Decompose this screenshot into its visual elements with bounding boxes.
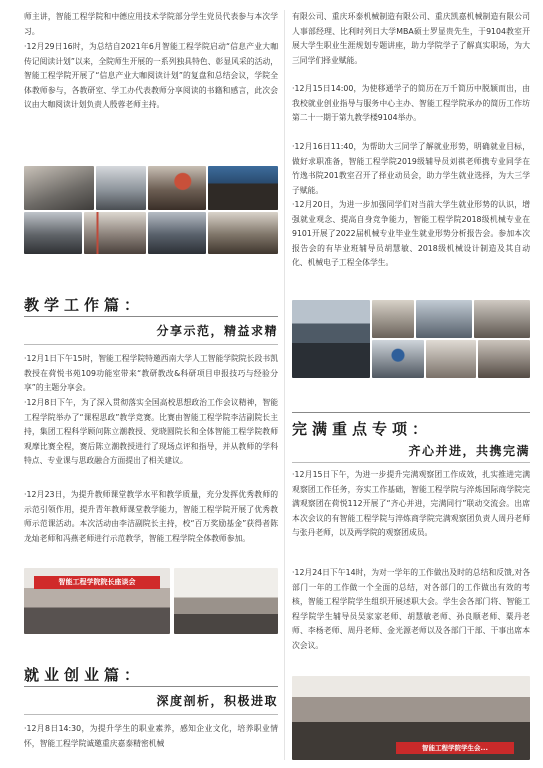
meeting-photo bbox=[148, 212, 206, 254]
paragraph-career-mobilization: ·12月16日11:40，为帮助大三同学了解就业形势，明确就业目标，做好求职准备，智能工程学院2019级辅导员刘祺老师携专业同学在竹逸书院201教室召开了择业动员会，助力学生就业选择，为大三学子赋能。 bbox=[292, 142, 530, 195]
section-divider bbox=[24, 316, 278, 317]
meeting-photo bbox=[208, 166, 278, 210]
student-union-photo bbox=[292, 676, 530, 760]
paragraph-employment-report: ·12月20日，为进一步加强同学们对当前大学生就业形势的认识，增强就业观念、提高自身竞争能力，智能工程学院2018级机械专业在9101开展了2022届机械专业毕业生就业形势分析报告会。参加本次报告会的有毕业班辅导员胡慧敏、2018级机械设计制造及其自动化、机械电子工程全体学生。 bbox=[292, 200, 530, 267]
employment-photo-collage bbox=[292, 300, 530, 378]
paragraph-reading-plan: ·12月29日16时，为总结自2021年6月智能工程学院启动“信息产业大咖传记阅读计划”以来，全院师生开展的一系列独具特色、彰显风采的活动，智能工程学院开展了“信息产业大咖阅读计划”的复盘和总结会议，学院全体教师参与，各教研室、学工办代表教师分享阅读的书籍和感言，此次会议由大咖阅读计划负责人殷蓉老师主持。 bbox=[24, 42, 278, 109]
student-union-banner: 智能工程学院学生会... bbox=[396, 742, 514, 754]
paragraph-teaching-competition: ·12月8日下午，为了深入贯彻落实全国高校思想政治工作会议精神，智能工程学院举办了“课程思政”教学竞赛。比赛由智能工程学院李洁副院长主持，集团工程科学顾问陈立潮教授、党晓圆院长和全体智能工程学院教师观摩比赛全程，赛后陈立潮教授进行了现场点评和指导，并从教师的学科特点、专业课与思政融合方面提出了相关建议。 bbox=[24, 398, 278, 465]
reading-plan-photo-collage bbox=[24, 166, 278, 254]
special-section-title: 完满重点专项： bbox=[292, 420, 433, 438]
teaching-section-title: 教学工作篇： bbox=[24, 296, 145, 314]
paragraph-intro-continued: 师主讲，智能工程学院和中德应用技术学院部分学生党员代表参与本次学习。 bbox=[24, 12, 278, 36]
paragraph-teaching-demo-class: ·12月23日，为提升教师课堂教学水平和教学质量，充分发挥优秀教师的示范引领作用，提升青年教师课堂教学能力，智能工程学院开展了优秀教师示范课活动。本次活动由李洁副院长主持，校“百万奖励基金”获得者陈龙灿老师和冯燕老师进行示范教学，智能工程学院全体教师参加。 bbox=[24, 490, 278, 543]
lecture-photo bbox=[474, 300, 530, 338]
employment-section-subtitle: 深度剖析，积极进取 bbox=[156, 694, 278, 708]
lecture-photo bbox=[416, 300, 472, 338]
meeting-photo bbox=[24, 166, 94, 210]
symposium-banner: 智能工程学院院长座谈会 bbox=[34, 576, 160, 589]
section-divider bbox=[292, 412, 530, 413]
meeting-photo bbox=[84, 212, 146, 254]
paragraph-resume-workshop: ·12月15日14:00，为使移通学子的简历在万千简历中脱颖而出，由我校就业创业指导与服务中心主办、智能工程学院承办的简历工作坊第二十一期于第九教学楼9104举办。 bbox=[292, 84, 530, 122]
paragraph-observation-team: ·12月15日下午，为进一步提升完满观察团工作成效，扎实推进完满观察团工作任务，夯实工作基础，智能工程学院与淬炼国际商学院完满观察团在荷悦112开展了“齐心并进，完满同行”联动交流会。出席本次会议的有智能工程学院与淬炼商学院完满观察团负责人周丹老师与张丹老师，以及两学院的观察团成员。 bbox=[292, 470, 530, 537]
paragraph-employment-lecture: ·12月8日14:30，为提升学生的职业素养，感知企业文化，培养职业情怀，智能工程学院诚邀重庆嘉泰精密机械 bbox=[24, 724, 278, 748]
lecture-photo bbox=[478, 340, 530, 378]
meeting-photo bbox=[24, 212, 82, 254]
right-column bbox=[292, 0, 530, 768]
lecture-photo bbox=[372, 340, 424, 378]
paragraph-annual-review: ·12月24日下午14时，为对一学年的工作做出及时的总结和反馈,对各部门一年的工作做一个全面的总结，对各部门的工作做出有效的考核，智能工程学院学生组织开展述职大会。学生会各部门将、智能工程学院学生辅导员吴家家老师、胡慧敏老师、孙良顺老师、粟丹老师、李杨老师、周丹老师、金光源老师以及各部门干部、干事出席本次会议。 bbox=[292, 568, 530, 650]
section-divider bbox=[292, 462, 530, 463]
section-divider bbox=[24, 714, 278, 715]
left-column bbox=[24, 0, 278, 768]
paragraph-teaching-seminar: ·12月1日下午15时，智能工程学院特邀西南大学人工智能学院院长段书凯教授在荷悦书苑109功能室带来“教研教改&科研项目申报技巧与经验分享”的主题分享会。 bbox=[24, 354, 278, 392]
meeting-photo bbox=[96, 166, 146, 210]
lecture-photo bbox=[292, 300, 370, 378]
section-divider bbox=[24, 686, 278, 687]
teaching-section-subtitle: 分享示范，精益求精 bbox=[156, 324, 278, 338]
meeting-photo bbox=[148, 166, 206, 210]
special-section-subtitle: 齐心并进，共携完满 bbox=[408, 444, 530, 458]
lecture-photo bbox=[426, 340, 476, 378]
meeting-photo bbox=[208, 212, 278, 254]
symposium-photo bbox=[24, 568, 170, 634]
employment-section-title: 就业创业篇： bbox=[24, 666, 145, 684]
column-divider bbox=[284, 10, 285, 760]
section-divider bbox=[24, 344, 278, 345]
lecture-photo bbox=[372, 300, 414, 338]
paragraph-employment-lecture-continued: 有限公司、重庆环泰机械制造有限公司、重庆凯嘉机械制造有限公司人事部经理、比利时列日大学MBA硕士罗显贵先生，于9104教室开展大学生职业生涯规划专题讲座，助力学院学子了解真实职场，为大三同学们择业赋能。 bbox=[292, 12, 530, 65]
classroom-photo bbox=[174, 568, 278, 634]
